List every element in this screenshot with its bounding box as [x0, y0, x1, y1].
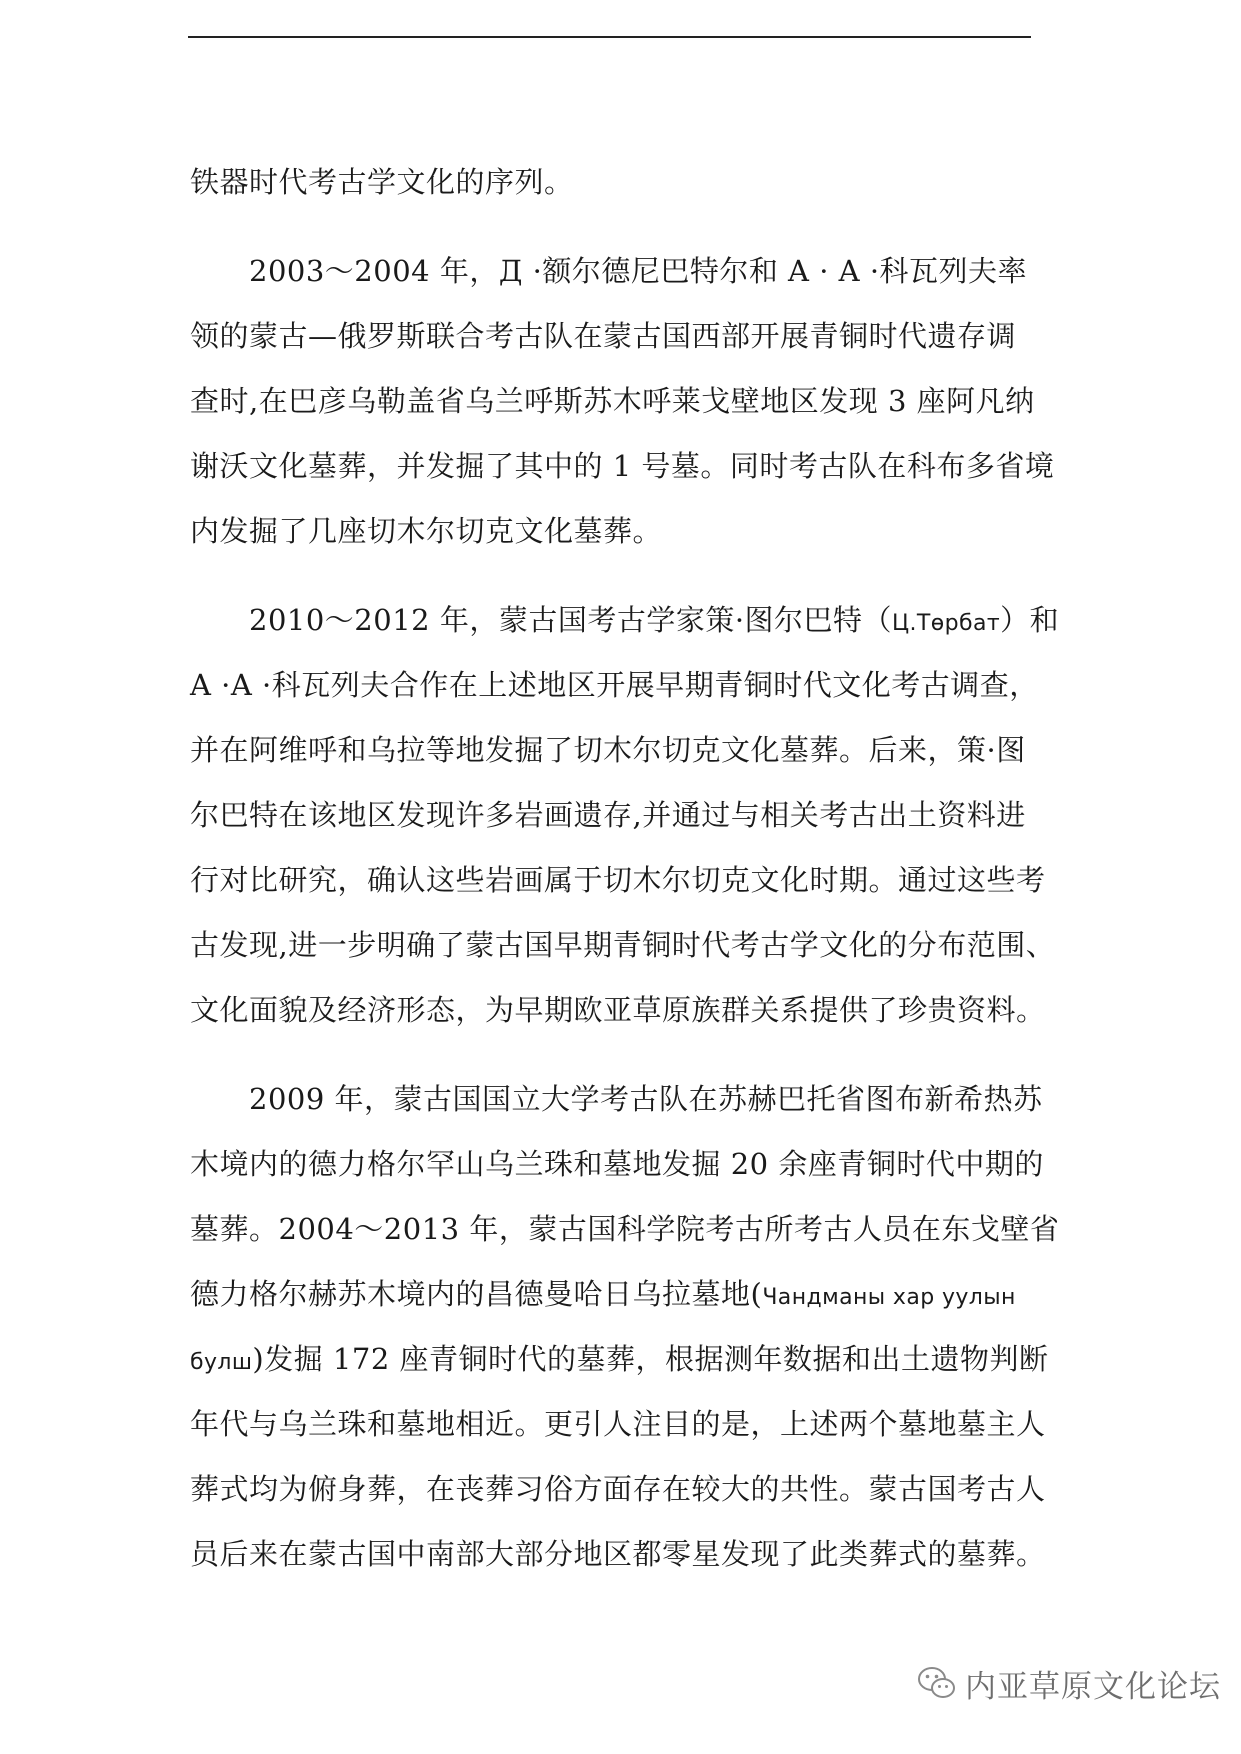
- text-line: [190, 239, 1050, 304]
- line-text: 领的蒙古—俄罗斯联合考古队在蒙古国西部开展青铜时代遗存调: [190, 319, 1017, 353]
- line-text: 2010～2012 年，蒙古国考古学家策·图尔巴特（: [190, 603, 893, 637]
- text-line: [190, 1392, 1050, 1457]
- text-line: [190, 978, 1050, 1043]
- line-text: 谢沃文化墓葬，并发掘了其中的 1 号墓。同时考古队在科布多省境: [190, 449, 1055, 483]
- line-text: A ·A ·科瓦列夫合作在上述地区开展早期青铜时代文化考古调查，: [190, 668, 1039, 702]
- text-line: [190, 1262, 1050, 1327]
- text-line: [190, 369, 1050, 434]
- line-text: 行对比研究，确认这些岩画属于切木尔切克文化时期。通过这些考: [190, 863, 1046, 897]
- text-line: [190, 783, 1050, 848]
- cyrillic-text: булш: [190, 1350, 253, 1375]
- line-text: 古发现,进一步明确了蒙古国早期青铜时代考古学文化的分布范围、: [190, 928, 1056, 962]
- line-text: 葬式均为俯身葬，在丧葬习俗方面存在较大的共性。蒙古国考古人: [190, 1472, 1046, 1506]
- paragraph-gap: [190, 1043, 1050, 1067]
- line-text: 墓葬。2004～2013 年，蒙古国科学院考古所考古人员在东戈壁省: [190, 1212, 1060, 1246]
- text-line: [190, 588, 1060, 653]
- text-line: [190, 499, 1050, 564]
- paragraph: [190, 239, 1055, 564]
- line-text: 查时,在巴彦乌勒盖省乌兰呼斯苏木呼莱戈壁地区发现 3 座阿凡纳: [190, 384, 1035, 418]
- paragraph: [190, 588, 1060, 1043]
- text-line: [190, 1132, 1050, 1197]
- cyrillic-text: Ц.Төрбат: [892, 611, 1001, 636]
- line-text: 并在阿维呼和乌拉等地发掘了切木尔切克文化墓葬。后来，策·图: [190, 733, 1026, 767]
- line-text: 年代与乌兰珠和墓地相近。更引人注目的是，上述两个墓地墓主人: [190, 1407, 1046, 1441]
- paragraph-gap: [190, 215, 1050, 239]
- cyrillic-text: Чандманы хар уулын: [762, 1285, 1016, 1310]
- watermark: [915, 1661, 1221, 1705]
- text-line: [190, 848, 1050, 913]
- line-text: 员后来在蒙古国中南部大部分地区都零星发现了此类葬式的墓葬。: [190, 1537, 1046, 1571]
- line-text: 文化面貌及经济形态，为早期欧亚草原族群关系提供了珍贵资料。: [190, 993, 1046, 1027]
- line-text: 铁器时代考古学文化的序列。: [190, 165, 574, 199]
- text-line: [190, 1067, 1050, 1132]
- text-line: [190, 1327, 1050, 1392]
- line-text: 德力格尔赫苏木境内的昌德曼哈日乌拉墓地(: [190, 1277, 763, 1311]
- text-line: [190, 913, 1056, 978]
- line-text: 尔巴特在该地区发现许多岩画遗存,并通过与相关考古出土资料进: [190, 798, 1026, 832]
- text-line: [190, 718, 1050, 783]
- line-text: 木境内的德力格尔罕山乌兰珠和墓地发掘 20 余座青铜时代中期的: [190, 1147, 1044, 1181]
- text-line: [190, 1457, 1050, 1522]
- document-body: [190, 150, 1060, 1587]
- watermark-text: 内亚草原文化论坛: [965, 1668, 1221, 1705]
- wechat-icon: [915, 1661, 959, 1705]
- header-rule: [188, 36, 1031, 38]
- line-text: )发掘 172 座青铜时代的墓葬，根据测年数据和出土遗物判断: [252, 1342, 1049, 1376]
- line-text: 内发掘了几座切木尔切克文化墓葬。: [190, 514, 663, 548]
- paragraph: [190, 1067, 1060, 1587]
- text-line: [190, 1522, 1050, 1587]
- text-line: [190, 150, 1050, 215]
- line-text: 2009 年，蒙古国国立大学考古队在苏赫巴托省图布新希热苏: [190, 1082, 1043, 1116]
- text-line: [190, 434, 1055, 499]
- line-text: ）和: [1000, 603, 1060, 637]
- paragraph: [190, 150, 1050, 215]
- text-line: [190, 653, 1050, 718]
- paragraph-gap: [190, 564, 1050, 588]
- line-text: 2003～2004 年，Д ·额尔德尼巴特尔和 A · A ·科瓦列夫率: [190, 254, 1028, 288]
- text-line: [190, 1197, 1060, 1262]
- text-line: [190, 304, 1050, 369]
